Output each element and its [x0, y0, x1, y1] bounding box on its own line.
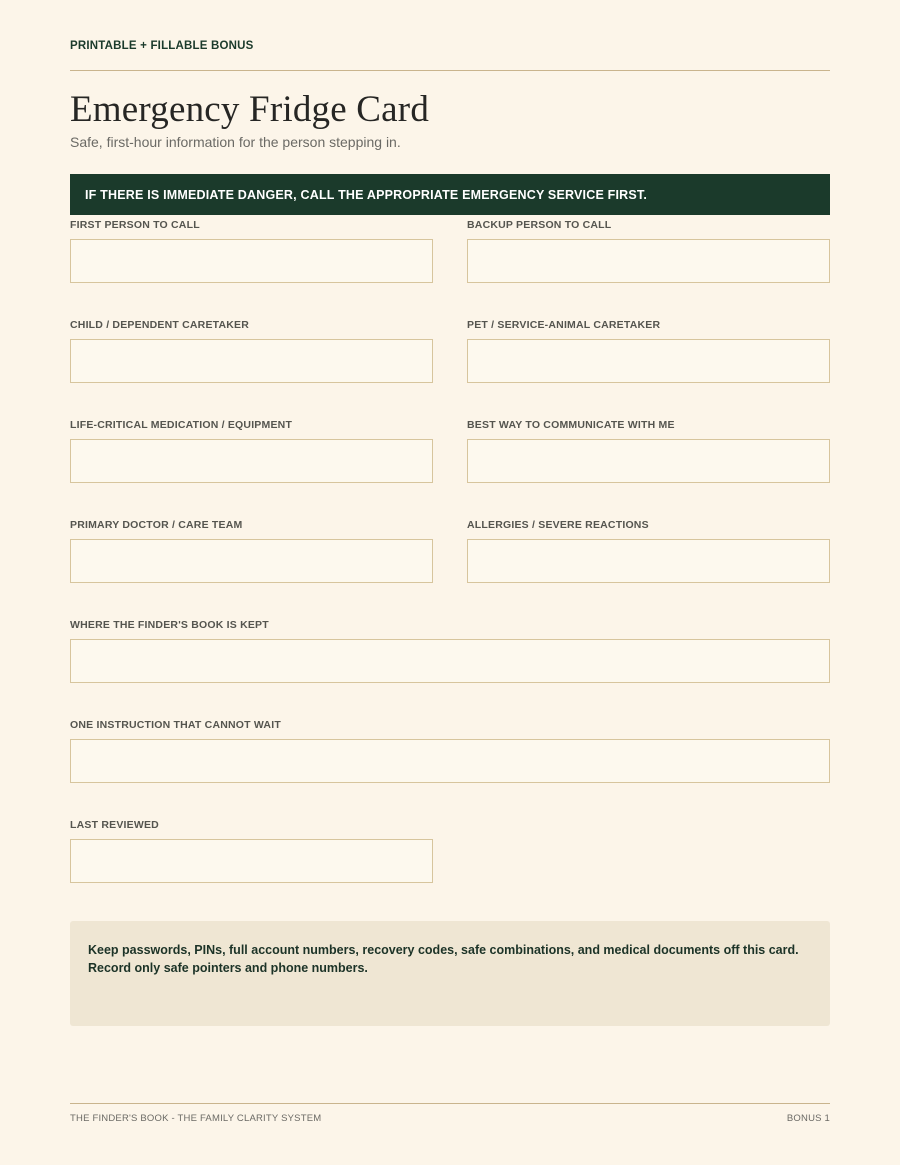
book-location-label: WHERE THE FINDER'S BOOK IS KEPT: [70, 619, 269, 631]
child-caretaker-input[interactable]: [70, 339, 433, 383]
danger-banner: IF THERE IS IMMEDIATE DANGER, CALL THE APPROPRIATE EMERGENCY SERVICE FIRST.: [70, 174, 830, 215]
allergies-field-group: [467, 519, 830, 583]
book-location-field-group: [70, 619, 830, 683]
last-reviewed-label: LAST REVIEWED: [70, 819, 159, 831]
instruction-field-group: [70, 719, 830, 783]
instruction-input[interactable]: [70, 739, 830, 783]
security-notice: Keep passwords, PINs, full account numbers, recovery codes, safe combinations, and medical documents off this card. Record only safe pointers and phone numbers.: [70, 921, 830, 1026]
medication-field-group: [70, 419, 433, 483]
pet-caretaker-field-group: [467, 319, 830, 383]
pet-caretaker-input[interactable]: [467, 339, 830, 383]
book-location-input[interactable]: [70, 639, 830, 683]
first-person-field-group: [70, 219, 433, 283]
footer-page-label: BONUS 1: [786, 1113, 830, 1124]
child-caretaker-label: CHILD / DEPENDENT CARETAKER: [70, 319, 250, 331]
child-caretaker-field-group: [70, 319, 433, 383]
last-reviewed-field-group: [70, 819, 433, 883]
pet-caretaker-label: PET / SERVICE-ANIMAL CARETAKER: [467, 319, 661, 331]
footer-source: THE FINDER'S BOOK - THE FAMILY CLARITY SYSTEM: [70, 1113, 322, 1124]
medication-input[interactable]: [70, 439, 433, 483]
doctor-label: PRIMARY DOCTOR / CARE TEAM: [70, 519, 243, 531]
page-subtitle: Safe, first-hour information for the person stepping in.: [70, 134, 401, 150]
first-person-label: FIRST PERSON TO CALL: [70, 219, 200, 231]
communicate-field-group: [467, 419, 830, 483]
backup-person-input[interactable]: [467, 239, 830, 283]
allergies-label: ALLERGIES / SEVERE REACTIONS: [467, 519, 649, 531]
doctor-input[interactable]: [70, 539, 433, 583]
page-kicker: PRINTABLE + FILLABLE BONUS: [70, 40, 254, 52]
footer-divider: [70, 1103, 830, 1104]
doctor-field-group: [70, 519, 433, 583]
instruction-label: ONE INSTRUCTION THAT CANNOT WAIT: [70, 719, 281, 731]
first-person-input[interactable]: [70, 239, 433, 283]
emergency-fridge-card: [70, 0, 830, 1165]
communicate-input[interactable]: [467, 439, 830, 483]
page-title: Emergency Fridge Card: [70, 89, 430, 130]
top-divider: [70, 70, 830, 71]
backup-person-label: BACKUP PERSON TO CALL: [467, 219, 612, 231]
medication-label: LIFE-CRITICAL MEDICATION / EQUIPMENT: [70, 419, 293, 431]
last-reviewed-input[interactable]: [70, 839, 433, 883]
communicate-label: BEST WAY TO COMMUNICATE WITH ME: [467, 419, 675, 431]
backup-person-field-group: [467, 219, 830, 283]
allergies-input[interactable]: [467, 539, 830, 583]
